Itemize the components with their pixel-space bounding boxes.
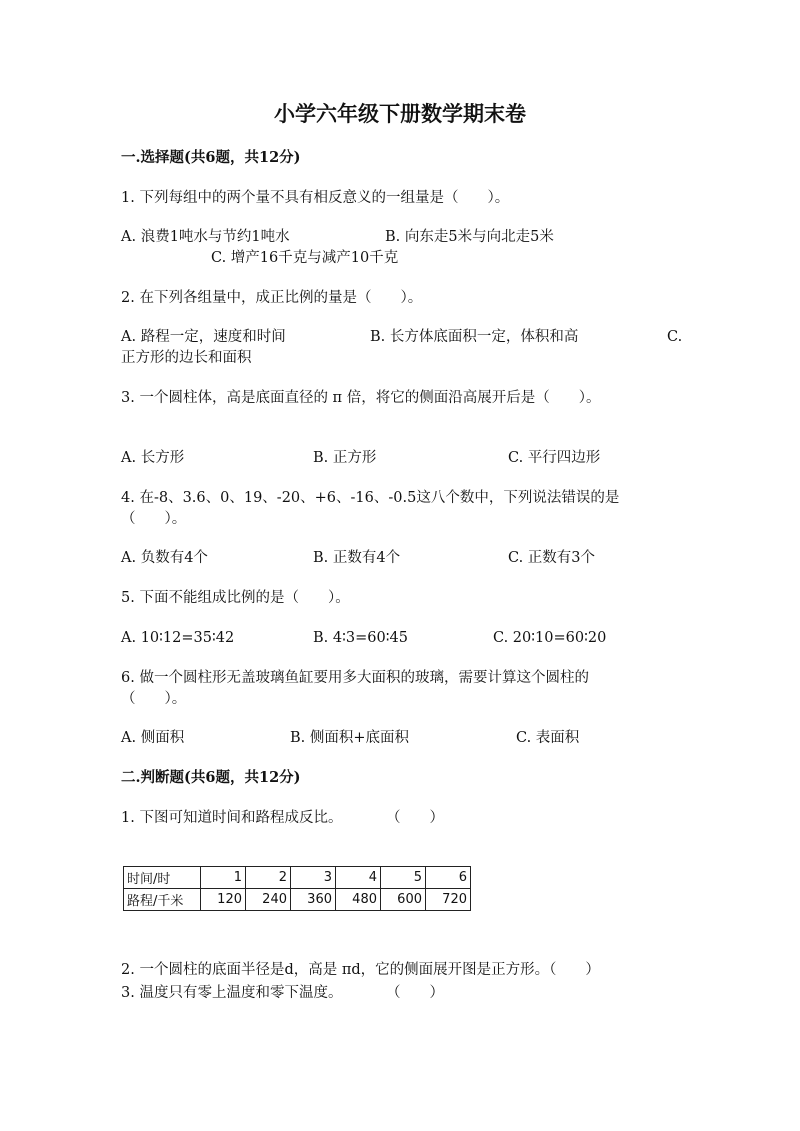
option-b: B. 长方体底面积一定，体积和高 [370, 329, 579, 345]
option-b: B. 正数有4个 [313, 550, 401, 566]
option-b: B. 侧面积+底面积 [290, 730, 410, 746]
table-cell: 600 [381, 889, 426, 911]
option-c: C. 表面积 [516, 730, 580, 746]
table-cell: 240 [246, 889, 291, 911]
question-stem: 6. 做一个圆柱形无盖玻璃鱼缸要用多大面积的玻璃，需要计算这个圆柱的 [121, 670, 589, 686]
option-c: C. 增产16千克与减产10千克 [211, 250, 399, 266]
option-c-text: 正方形的边长和面积 [121, 350, 252, 366]
time-distance-table [123, 866, 471, 911]
table-cell: 5 [381, 867, 426, 889]
table-cell: 3 [291, 867, 336, 889]
table-cell: 4 [336, 867, 381, 889]
option-a: A. 侧面积 [121, 730, 185, 746]
section-heading-judgement: 二.判断题(共6题，共12分) [121, 769, 301, 786]
option-b: B. 向东走5米与向北走5米 [385, 229, 554, 245]
table-cell: 2 [246, 867, 291, 889]
table-cell: 6 [426, 867, 471, 889]
option-a: A. 负数有4个 [121, 550, 208, 566]
table-cell: 360 [291, 889, 336, 911]
table-row [124, 889, 471, 911]
question-stem-cont: （ ）。 [121, 691, 187, 707]
question-stem: 2. 一个圆柱的底面半径是d，高是 πd，它的侧面展开图是正方形。（ ） [121, 962, 600, 978]
option-b: B. 4∶3=60∶45 [313, 630, 408, 646]
option-c: C. 20∶10=60∶20 [493, 630, 607, 646]
table-row [124, 867, 471, 889]
table-cell: 480 [336, 889, 381, 911]
section-heading-choice: 一.选择题(共6题，共12分) [121, 149, 301, 166]
row-header: 时间/时 [124, 867, 201, 889]
table-cell: 1 [201, 867, 246, 889]
option-b: B. 正方形 [313, 450, 377, 466]
option-a: A. 长方形 [121, 450, 185, 466]
question-stem: 2. 在下列各组量中，成正比例的量是（ ）。 [121, 290, 423, 306]
option-a: A. 浪费1吨水与节约1吨水 [121, 229, 290, 245]
question-stem: 4. 在-8、3.6、0、19、-20、+6、-16、-0.5这八个数中，下列说法错误的是 [121, 490, 620, 506]
option-c: C. 平行四边形 [508, 450, 601, 466]
row-header: 路程/千米 [124, 889, 201, 911]
table-cell: 720 [426, 889, 471, 911]
page-title: 小学六年级下册数学期末卷 [274, 101, 526, 126]
question-stem: 1. 下图可知道时间和路程成反比。 （ ） [121, 810, 444, 826]
question-stem-cont: （ ）。 [121, 511, 187, 527]
option-a: A. 路程一定，速度和时间 [121, 329, 286, 345]
option-a: A. 10∶12=35∶42 [121, 630, 235, 646]
table-cell: 120 [201, 889, 246, 911]
option-c-label: C. [667, 329, 683, 345]
question-stem: 1. 下列每组中的两个量不具有相反意义的一组量是（ ）。 [121, 190, 510, 206]
question-stem: 5. 下面不能组成比例的是（ ）。 [121, 590, 350, 606]
question-stem: 3. 一个圆柱体，高是底面直径的 π 倍，将它的侧面沿高展开后是（ ）。 [121, 390, 601, 406]
option-c: C. 正数有3个 [508, 550, 596, 566]
question-stem: 3. 温度只有零上温度和零下温度。 （ ） [121, 985, 444, 1001]
